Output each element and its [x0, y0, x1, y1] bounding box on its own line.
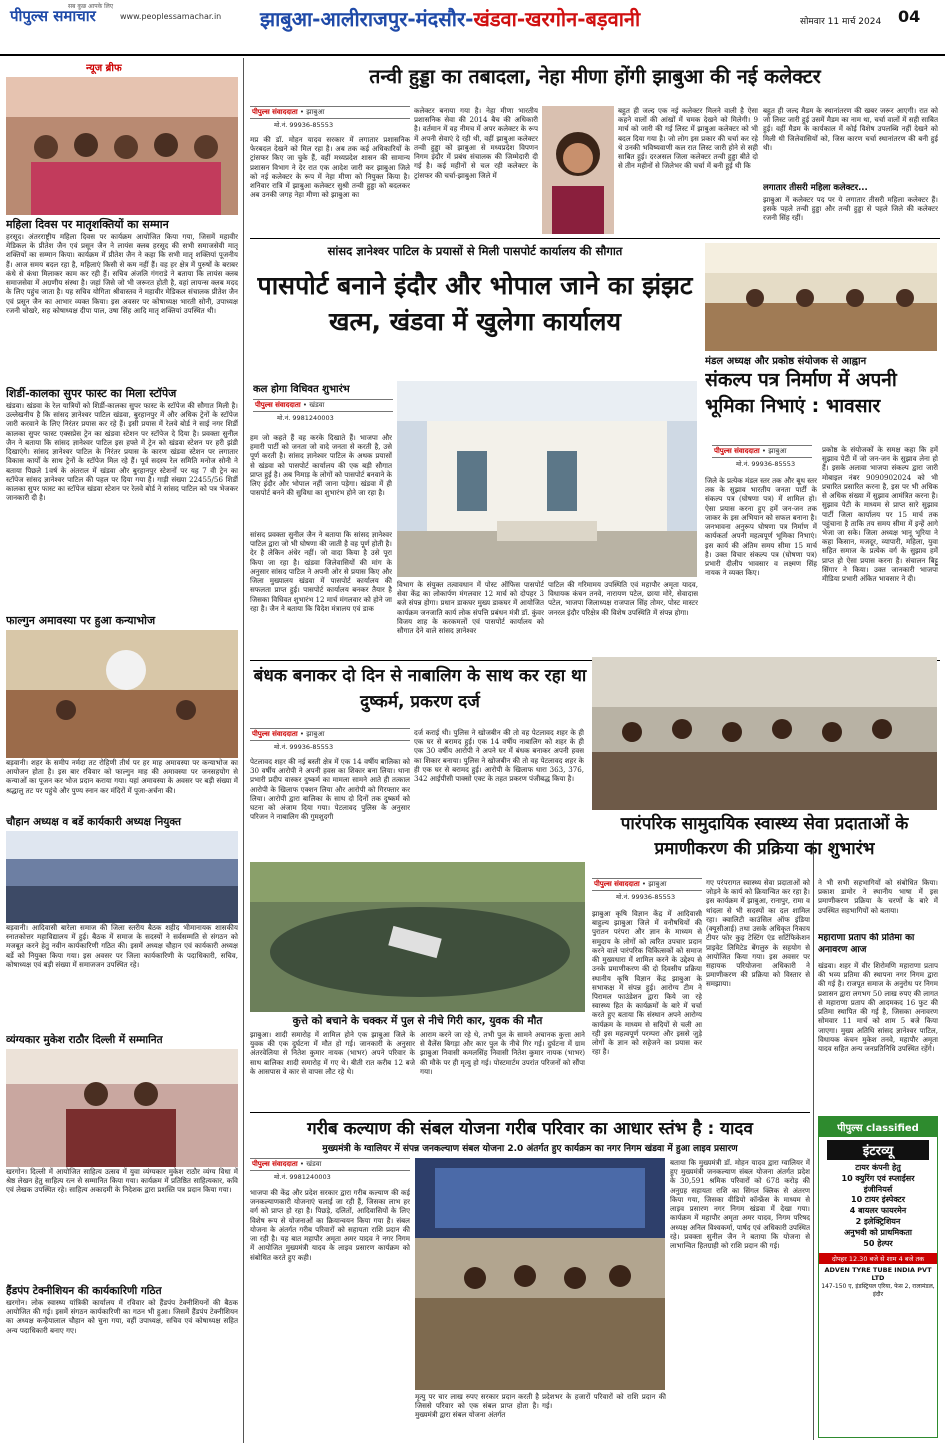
byline-mobile: मो.नं. 99936-85553 — [274, 121, 334, 129]
top-story-subhead: लगातार तीसरी महिला कलेक्टर... — [763, 183, 868, 193]
health-headline: पारंपरिक सामुदायिक स्वास्थ्य सेवा प्रदाताओं के प्रमाणीकरण की प्रक्रिया का शुभारंभ — [620, 814, 909, 859]
samaj-meeting-photo — [6, 831, 238, 923]
left-headline-4: चौहान अध्यक्ष व बर्डे कार्यकारी अध्यक्ष नियुक्त — [6, 816, 181, 828]
classified-line: 10 क्युरिंग एवं स्प्लाईसर — [841, 1173, 915, 1183]
pratap-body: खंडवा। शहर में वीर शिरोमणि महाराणा प्रताप की भव्य प्रतिमा की स्थापना नगर निगम द्वारा की गई है। राजपूत समाज के अनुरोध पर निगम प्रशासन द्वारा लगभग 50 लाख रुपए की लागत से महाराणा प्रताप की आदमकद 16 फुट की प्रतिमा स्थापित की गई है, जिसका अनावरण सोमवार 11 मार्च को शाम 5 बजे किया जाएगा। मुख्य अतिथि सांसद ज्ञानेश्वर पाटिल, विधायक कंचन मुकेश तनवे, महापौर अमृता यादव सहित अन्य जनप्रतिनिधि उपस्थित रहेंगे। — [818, 961, 938, 1053]
left-headline-2: शिर्डी-कालका सुपर फास्ट का मिला स्टॉपेज — [6, 387, 177, 400]
top-story-col4b: झाबुआ में कलेक्टर पद पर ये लगातार तीसरी महिला कलेक्टर हैं। इसके पहले तन्वी हुड्डा और तन्वी हुड्डा से पहले जिले की कलेक्टर रजनी सिंह रहीं। — [763, 195, 938, 223]
classified-line: 2 इलेक्ट्रिशियन — [855, 1216, 901, 1226]
health-col1: झाबुआ कृषि विज्ञान केंद्र में आदिवासी बाहुल्य झाबुआ जिले में वनौषधियों की पुरातन परंपरा और ज्ञान के माध्यम से समुदाय के लोगों को त्वरित उपचार प्रदान करने वाले पारंपरिक चिकित्सकों को समाज की मुख्यधारा में शामिल करने के उद्देश्य से उनके प्रमाणीकरण की दो दिवसीय प्रक्रिया स्थानीय कृषि विज्ञान केंद्र झाबुआ के सभाकक्ष में संपन्न हुई। आरोग्य टीम ने पिरामल फाउंडेशन द्वारा किये जा रहे स्वास्थ्य हित के कार्यक्रमों के बारे में चर्चा करते हुए बताया कि संस्थान अपने आरोग्य कार्यक्रम के माध्यम से सदियों से चली आ रही इस महत्वपूर्ण परम्परा और इससे जुड़े लोगों के ज्ञान को सहेजने का प्रयास कर रहा है। — [592, 909, 702, 1057]
passport-col1: हम जो कहते हैं वह करके दिखाते हैं। भाजपा और हमारी पार्टी को जनता जो वादे जनता से करती है, उसे पूर्ण करती है। सांसद ज्ञानेश्वर पाटिल के अथक प्रयासों से खंडवा को पासपोर्ट कार्यालय की एक बड़ी सौगात प्राप्त हुई है। अब निमाड़ के लोगों को पासपोर्ट बनवाने के लिए इंदौर और भोपाल नहीं जाना पड़ेगा। खंडवा में ही पासपोर्ट बनने की सुविधा का शुभारंभ होने जा रहा है। — [250, 433, 392, 498]
sankalp-kicker: मंडल अध्यक्ष और प्रकोष्ठ संयोजक से आह्वान — [705, 356, 867, 367]
crime-byline: पीपुल्स संवाददाता • झाबुआ मो.नं. 99936-85553 — [250, 728, 410, 751]
women-day-photo — [6, 77, 238, 215]
sankalp-col2: प्रकोष्ठ के संयोजकों के समक्ष कहा कि हमें सुझाव पेटी में जो जन-जन के सुझाव लेना हो हैं। इसके अलावा भाजपा संकल्प द्वारा जारी मोबाइल नंबर 9090902024 को भी प्रचारित प्रसारित करना है, इस पर भी अधिक से अधिक संख्या में सुझाव आमंत्रित करना है। सुझाव पेटी के माध्यम से प्राप्त सारे सुझाव पार्टी जिला कार्यालय पर 15 मार्च तक पहुंचाना है ताकि तय समय सीमा में इन्हें आगे भेजा जा सके। जिला अध्यक्ष भानू भूरिया ने कहा किसान, मजदूर, व्यापारी, महिला, युवा सहित समाज के प्रत्येक वर्ग के सुझाव हमें प्राप्त हो ऐसा प्रयास करना है। संचालन बिट्टू सिंगार ने किया। उक्त जानकारी भाजपा मीडिया प्रभारी अंकित भावसार ने दी। — [822, 445, 938, 584]
top-story-col3: बहुत ही जल्द एक नई कलेक्टर मिलने वाली है ऐसा कहने वालों की आंखों में चमक देखने को मिलेगी। 9 मार्च को जारी की गई लिस्ट में झाबुआ कलेक्टर को भी बदल दिया गया है। जो लोग इस प्रकार की चर्चा कर रहे थे उनकी भविष्यवाणी कल रात लिस्ट जारी होने से सही साबित हुई। दरअसल जिला कलेक्टर तन्वी हुड्डा बीते दो से तीन महीनों से जिलेभर की चर्चा में बनी हुई थी कि — [618, 106, 758, 171]
byline-name: पीपुल्स संवाददाता — [255, 401, 301, 409]
health-byline: पीपुल्स संवाददाता • झाबुआ मो.नं. 99936-85553 — [592, 878, 702, 901]
byline-name: पीपुल्स संवाददाता — [594, 880, 640, 888]
health-certification-photo — [592, 657, 937, 810]
byline-name: पीपुल्स संवाददाता — [252, 730, 298, 738]
classified-lines — [819, 1163, 937, 1249]
classified-line: 10 टायर इंस्पेक्टर — [851, 1195, 905, 1205]
byline-city: झाबुआ — [648, 880, 667, 888]
left-body-6: खरगोन। लोक स्वास्थ्य यांत्रिकी कार्यालय में रविवार को हैंडपंप टेक्नीशियनों की बैठक आयोजित की गई। इसमें संगठन कार्यकारिणी का गठन भी हुआ। जिसमें हैंडपंप टेक्नीशियन का अध्यक्ष कन्हैयालाल चौहान को चुना गया, वहीं उपाध्यक्ष, सचिव एवं कोषाध्यक्ष सहित अन्य पदाधिकारी बनाए गए। — [6, 1298, 238, 1335]
classified-company: ADVEN TYRE TUBE INDIA PVT LTD — [824, 1266, 932, 1283]
classified-line: टायर कंपनी हेतु — [855, 1163, 901, 1172]
passport-col2: विभाग के संयुक्त तत्वावधान में पोस्ट ऑफिस पासपोर्ट सेवा केंद्र का लोकार्पण मंगलवार 12 मार्च को दोपहर 3 बजे संपन्न होगा। प्रधान डाकघर मुख्य डाकघर में आयोजित कार्यक्रम जनजाति कार्य लोक संपत्ति प्रबंधन मंत्री डॉ. कुंवर विजय शाह के करकमलों एवं पासपोर्ट कार्यालय को सौगात देने वाले सांसद ज्ञानेश्वर — [397, 580, 544, 636]
sankalp-headline: संकल्प पत्र निर्माण में अपनी भूमिका निभाएं : भावसार — [705, 369, 897, 417]
passport-sub: कल होगा विधिवत शुभारंभ — [253, 384, 350, 395]
page-number: 04 — [898, 7, 921, 26]
top-story-col2: कलेक्टर बनाया गया है। नेहा मीणा भारतीय प्रशासनिक सेवा की 2014 बैच की अधिकारी है। वर्तमान में वह नीमच में अपर कलेक्टर के रूप में अपनी सेवाएं दे रही थी, वहीं झाबुआ कलेक्टर तन्वी हुड्डा को झाबुआ से मध्यप्रदेश विपणन निगम इंदौर में प्रबंध संचालक की जिम्मेदारी दी गई है। कई महीनों से चल रही कलेक्टर के ट्रांसफर की चर्चा-झाबुआ जिले में — [414, 106, 538, 180]
classified-title: पीपुल्स classified — [819, 1117, 937, 1137]
health-col2: गए परंपरागत स्वास्थ्य सेवा प्रदाताओं को जोड़ने के कार्य को क्रियान्वित कर रहा है। इस कार्यक्रम में झाबुआ, रानापुर, रामा व थांदला से भी सदस्यों का दल शामिल रहा। क्वालिटी काउंसिल ऑफ इंडिया (क्यूसीआई) तथा उसके अधिकृत निकाय टीयर फोर कुइ टेस्टिंग एंड सर्टिफिकेशन प्राइवेट लिमिटेड बेंगलुरु के सहयोग से आयोजित किया गया। इस अवसर पर सहायक परियोजना अधिकारी ने प्रमाणीकरण की प्रक्रिया को विस्तार से समझाया। — [706, 878, 810, 989]
classified-box[interactable] — [818, 1116, 938, 1438]
top-story-col4: बहुत ही जल्द मैडम के स्थानांतरण की खबर जरूर आएगी। रात को जो लिस्ट जारी हुई उसमें मैडम का नाम था, चर्चा वालों में सही साबित हुई। वहीं मैडम के कार्यकाल में कोई विशेष उपलब्धि नहीं देखने को मिली थी जिलेवासियों को, जिस कारण चर्चा स्थानांतरण की बनी हुई थी। — [763, 106, 938, 152]
sankalp-col1: जिले के प्रत्येक मंडल स्तर तक और बूथ स्तर तक के सुझाव भारतीय जनता पार्टी के संकल्प पत्र (घोषणा पत्र) में शामिल हो। ऐसा प्रयास करना हुए हमें जन-जन तक जाकर के इस अभियान को सफल बनाना है। जनभावना अनुरूप घोषणा पत्र निर्माण में कार्यकर्ता अपनी महत्वपूर्ण भूमिका निभाएं। इस कार्य की अंतिम समय सीमा 15 मार्च है। उक्त विचार संकल्प पत्र (घोषणा पत्र) प्रभारी दीलीप भावसार व लक्ष्मण सिंह नायक ने व्यक्त किए। — [705, 476, 817, 578]
left-body-5: खरगोन। दिल्ली में आयोजित साहित्य उत्सव में युवा व्यंग्यकार मुकेश राठौर व्यंग्य विधा में श्रेष्ठ लेखन हेतु साहित्य रत्न से सम्मानित किया गया। कार्यक्रम में प्रतिष्ठित साहित्यकार, कवि एवं लेखक उपस्थित रहे। साहित्य अकादमी के निदेशक द्वारा प्रशस्ति पत्र प्रदान किया गया। — [6, 1167, 238, 1195]
garib-col1: भाजपा की केंद्र और प्रदेश सरकार द्वारा गरीब कल्याण की कई जनकल्याणकारी योजनाएं चलाई जा रही हैं, जिसका लाभ हर वर्ग को प्राप्त हो रहा है। पिछड़े, दलितों, आदिवासियों के लिए विशेष रूप से योजनाओं का क्रियान्वयन किया गया है। संबल योजना के अंतर्गत गरीब परिवारों को सहायता राशि प्रदान की जा रही है। यह बात महापौर अमृता अमर यादव ने नगर निगम में आयोजित मुख्यमंत्री यादव के लाइव प्रसारण कार्यक्रम को संबोधित करते हुए कही। — [250, 1188, 410, 1262]
byline-mobile: मो.नं. 99936-85553 — [274, 743, 334, 751]
top-story-col1: मप्र की डॉ. मोहन यादव सरकार में लगातार प्रशासनिक फेरबदल देखने को मिल रहा है। अब तक कई अधिकारियों के ट्रांसफर किए जा चुके हैं, वहीं मध्यप्रदेश शासन की सामान्य प्रशासन विभाग ने देर रात एक आदेश जारी कर झाबुआ जिले को नई कलेक्टर के रूप में नेहा मीणा को नियुक्त किया है। शनिवार रात्रि में झाबुआ कलेक्टर सुश्री तन्वी हुड्डा को बदलकर अब उनकी जगह नेहा मीणा को झाबुआ का — [250, 135, 410, 200]
classified-line: 4 बायलर फायरमेन — [849, 1206, 907, 1216]
classified-time: दोपहर 12.30 बजे से शाम 4 बजे तक — [819, 1253, 937, 1264]
left-body-4: बड़वानी। आदिवासी बारेला समाज की जिला स्तरीय बैठक शहीद भीमानायक शासकीय स्नातकोत्तर महाविद्यालय में हुई। बैठक में समाज के सदस्यों ने सर्वसम्मति से संगठन को मजबूत करने हेतु नवीन कार्यकारिणी गठित की। इसमें अध्यक्ष चौहान एवं कार्यकारी अध्यक्ष बर्डे को नियुक्त किया गया। इस अवसर पर जिला कार्यकारिणी के पदाधिकारी, सचिव, कोषाध्यक्ष एवं बड़ी संख्या में समाजजन उपस्थित रहे। — [6, 923, 238, 969]
garib-headline: गरीब कल्याण की संबल योजना गरीब परिवार का आधार स्तंभ है : यादव — [307, 1119, 753, 1139]
passport-byline: पीपुल्स संवाददाता • खंडवा मो.नं. 9981240003 — [253, 399, 393, 422]
left-column — [6, 60, 238, 1440]
byline-city: झाबुआ — [768, 447, 787, 455]
byline-city: खंडवा — [306, 1160, 322, 1168]
left-body-3: बड़वानी। शहर के समीप नर्मदा तट रोहिणी तीर्थ पर हर माह अमावस्या पर कन्याभोज का आयोजन होता है। इस बार रविवार को फाल्गुन माह की अमावस्या पर जनसहयोग से कन्याओं का पूजन कर भोज प्रदान कराया गया। यहां अमावस्या के अवसर पर बड़ी संख्या में श्रद्धालु तट पर पहुंचे और पुण्य स्नान कर मंदिरों में पूजा-अर्चना की। — [6, 758, 238, 795]
collector-photo — [542, 106, 614, 234]
garib-subheadline: मुख्यमंत्री के ग्वालियर में संपन्न जनकल्याण संबल योजना 2.0 अंतर्गत हुए कार्यक्रम का नगर निगम खंडवा में हुआ लाइव प्रसारण — [322, 1144, 738, 1154]
passport-headline: पासपोर्ट बनाने इंदौर और भोपाल जाने का झंझट खत्म, खंडवा में खुलेगा कार्यालय — [257, 271, 693, 337]
car-accident-photo — [250, 862, 585, 1012]
byline-mobile: मो.नं. 99936-85553 — [616, 893, 676, 901]
classified-address: 147-150 ए, इंडस्ट्रियल एरिया, फेस 2, रालामंडल, इंदौर — [821, 1283, 935, 1299]
left-body-1: हरसूद। अंतरराष्ट्रीय महिला दिवस पर कार्यक्रम आयोजित किया गया, जिसमें महावीर मेडिकल के प्रीतेश जैन एवं प्रसून जैन ने लायंस क्लब हरसूद की सभी समाजसेवी मातृ शक्तियों का सम्मान किया। कार्यक्रम में प्रीतेश जैन ने कहा कि सभी मातृ शक्तियां पूजनीय हैं। आज समय बदल रहा है, महिलाएं किसी से कम नहीं हैं। वह हर क्षेत्र में पुरुषों के बराबर कंधे से कंधा मिलाकर काम कर रही हैं। सचिव अंजलि गंगराडे ने बताया कि लायंस क्लब समाजसेवा में अग्रणीय संस्था है। जहां जिसे जो भी जरूरत होती है, वहां लायन्स क्लब मदद के लिए पहुंच जाता है। यह सचिव योगिता श्रीवास्तव ने महावीर मेडिकल संचालक प्रीतेश जैन एवं प्रसून जैन का आभार व्यक्त किया। इस अवसर पर कोषाध्यक्ष भारती सोनी, उपाध्यक्ष रजनी चोखरे, सह कोषाध्यक्ष दीपा पाल, उषा सिंह आदि मातृ शक्तियां उपस्थित थी। — [6, 232, 238, 315]
passport-office-photo — [397, 381, 697, 577]
drown-col1: झाबुआ। शादी समारोह में शामिल होने एक झाबुआ जिले के युवक की एक दुर्घटना में मौत हो गई। जानकारी के अनुसार अंतरवेलिया से नितेश कुमार नायक (भाभर) अपने परिवार के साथ बालिका शादी समारोह में गए थे। बीती रात करीब 12 बजे के आसपास वे कार से वापस लौट रहे थे। — [250, 1030, 415, 1076]
garib-byline: पीपुल्स संवाददाता • खंडवा मो.नं. 9981240003 — [250, 1158, 410, 1181]
top-story-byline: पीपुल्स संवाददाता • झाबुआ मो.नं. 99936-85553 — [250, 106, 410, 129]
byline-name: पीपुल्स संवाददाता — [252, 1160, 298, 1168]
region-title — [260, 5, 640, 32]
divider — [250, 238, 940, 239]
region-title-part2: खंडवा-खरगोन-बड़वानी — [473, 7, 641, 31]
passport-col3: पाटिल की गरिमामय उपस्थिति एवं महापौर अमृता यादव, विधायक कंचन तनवे, नारायण पटेल, छाया मोरे, सेवादास पटेल, भाजपा जिलाध्यक्ष राजपाल सिंह तोमर, पोस्ट मास्टर जनरल इंदौर परिक्षेत्र की विशेष उपस्थिति में संपन्न होगा। — [548, 580, 698, 617]
drown-caption: कुत्ते को बचाने के चक्कर में पुल से नीचे गिरी कार, युवक की मौत — [292, 1015, 543, 1027]
sankalp-byline: पीपुल्स संवाददाता • झाबुआ मो.नं. 99936-85553 — [712, 445, 812, 468]
garib-event-photo — [415, 1158, 665, 1390]
crime-col2: दर्ज कराई थी। पुलिस ने खोजबीन की तो वह पेटलावद शहर के ही एक घर से बरामद हुई। एक 14 वर्षीय नाबालिग को शहर के ही एक 30 वर्षीय आरोपी ने अपने घर में बंधक बनाकर अपनी हवस का शिकार बनाया। पुलिस ने खोजबीन की तो वह पेटलावद शहर के ही एक घर से बरामद हुई। आरोपी के खिलाफ धारा 363, 376, 342 आईपीसी पाक्सो एक्ट के तहत प्रकरण पंजीबद्ध किया है। — [414, 728, 584, 784]
byline-city: झाबुआ — [306, 730, 325, 738]
top-story-headline: तन्वी हुड्डा का तबादला, नेहा मीणा होंगी झाबुआ की नई कलेक्टर — [369, 65, 821, 88]
left-headline-1: महिला दिवस पर मातृशक्तियों का सम्मान — [6, 218, 169, 231]
byline-name: पीपुल्स संवाददाता — [252, 108, 298, 116]
byline-mobile: मो.नं. 99936-85553 — [736, 460, 796, 468]
award-photo — [6, 1049, 238, 1167]
left-headline-3: फाल्गुन अमावस्या पर हुआ कन्याभोज — [6, 614, 156, 627]
passport-col1b: सांसद प्रवक्ता सुनील जैन ने बताया कि सांसद ज्ञानेश्वर पाटिल द्वारा जो भी घोषणा की जाती है वह पूर्ण होती है। देर है लेकिन अंधेर नहीं। जो वादा किया है उसे पूरा किया जा रहा है। खंडवा जिलेवासियों की मांग के अनुसार सांसद पाटिल ने अपनी ओर से प्रयास किए और जिला मुख्यालय खंडवा में पासपोर्ट कार्यालय की सफलता प्राप्त हुई। पासपोर्ट कार्यालय बनकर तैयार है जिसका विधिवत शुभारंभ 12 मार्च मंगलवार को होने जा रहा है। जैन ने बताया कि विदेश मंत्रालय एवं डाक — [250, 530, 392, 613]
passport-kicker: सांसद ज्ञानेश्वर पाटिल के प्रयासों से मिली पासपोर्ट कार्यालय की सौगात — [327, 244, 623, 258]
date: सोमवार 11 मार्च 2024 — [800, 17, 882, 27]
left-headline-6: हैंडपंप टेक्नीशियन की कार्यकारिणी गठित — [6, 1285, 162, 1297]
region-title-part1: झाबुआ-आलीराजपुर-मंदसौर- — [260, 7, 474, 31]
garib-col4: बताया कि मुख्यमंत्री डॉ. मोहन यादव द्वारा ग्वालियर में हुए मुख्यमंत्री जनकल्याण संबल योजना अंतर्गत प्रदेश के 30,591 श्रमिक परिवारों को 678 करोड़ की अनुग्रह सहायता राशि का सिंगल क्लिक से अंतरण किया गया, जिसका वीडियो कॉन्फ्रेंस के माध्यम से लाइव प्रसारण नगर निगम खंडवा में देखा गया। कार्यक्रम में महापौर अमृता अमर यादव, निगम परिषद अध्यक्ष अनिल विश्वकर्मा, पार्षद एवं अधिकारी उपस्थित रहे। प्रवक्ता सुनील जैन ने बताया कि योजना से लाभान्वित हितग्राही को राशि प्रदान की गई। — [670, 1158, 810, 1250]
classified-line: अनुभवी को प्राथमिकता — [844, 1227, 912, 1237]
byline-city: खंडवा — [309, 401, 325, 409]
website[interactable]: www.peoplessamachar.in — [120, 12, 222, 21]
logo-text: पीपुल्स समाचार — [10, 7, 96, 25]
drown-col2: आराम करने जा रहे थे, तभी पुल के सामने अचानक कुत्ता आने से वैलेंस बिगड़ा और कार पुल के नीचे गिर गई। दुर्घटना में ग्राम झाबुआ निवासी कमलसिंह निवासी नितेश कुमार नायक (भाभर) की मौके पर ही मृत्यु हो गई। पोस्टमार्टम उपरांत परिजनों को सौंपा गया। — [420, 1030, 585, 1076]
health-col3: ने भी सभी सहभागियों को संबोधित किया। प्रकाश डामोर ने स्थानीय भाषा में इस प्रमाणीकरण प्रक्रिया के चरणों के बारे में उपस्थित सहभागियों को बताया। — [818, 878, 938, 915]
byline-mobile: मो.नं. 9981240003 — [277, 414, 334, 422]
classified-line: इंजीनियर्स — [863, 1184, 893, 1194]
byline-mobile: मो.नं. 9981240003 — [274, 1173, 331, 1181]
column-divider — [243, 58, 244, 1443]
pratap-headline: महाराणा प्रताप की प्रतिमा का अनावरण आज — [818, 933, 915, 955]
column-divider — [813, 840, 814, 1440]
left-body-2: खंडवा। खंडवा के रेल यात्रियों को शिर्डी-कालका सुपर फास्ट के स्टॉपेज की सौगात मिली है। उल्लेखनीय है कि सांसद ज्ञानेश्वर पाटिल खंडवा, बुरहानपुर में और अधिक ट्रेनों के स्टॉपेज जारी करवाने के लिए निरंतर प्रयास कर रहे हैं। इसी प्रयास में रेलवे बोर्ड ने साई नगर शिर्डी कालका सुपर फास्ट एक्सप्रेस ट्रेन का खंडवा स्टेशन पर स्टॉपेज दे दिया है। प्रवक्ता सुनील जैन ने बताया कि सांसद ज्ञानेश्वर पाटिल इस हफ्ते में ट्रेन को खंडवा स्टेशन पर हरी झंडी दिखाएंगे। सांसद ज्ञानेश्वर पाटिल के निरंतर प्रयास के कारण खंडवा स्टेशन पर लगातार विकास कार्यों के साथ ट्रेनों के स्टॉपेज मिल रहे हैं। पूर्व सदस्य रेल समिति मनोज सोनी ने बताया पिछले 1वर्ष के अंतराल में खंडवा और बुरहानपुर स्टेशनों पर यह 7 वी ट्रेन का स्टॉपेज सांसद ज्ञानेश्वर पाटिल की पहल पर दिया गया है। गाड़ी संख्या 22455/56 शिर्डी कालका सुपर फास्ट का स्टॉपेज खंडवा स्टेशन पर रेलवे बोर्ड ने सांसद पाटिल को पत्र भेजकर जानकारी दी है। — [6, 401, 238, 503]
divider — [250, 1112, 810, 1113]
masthead — [0, 0, 945, 56]
kanyabhoj-photo — [6, 630, 238, 758]
left-headline-5: व्यंग्यकार मुकेश राठौर दिल्ली में सम्मानित — [6, 1034, 163, 1046]
garib-col2: मृत्यु पर चार लाख रुपए सरकार प्रदान करती है जिससे परिवार को एक संबल प्राप्त होता है। मुख्यमंत्री द्वारा संबल योजना अंतर्गत — [415, 1392, 539, 1420]
bjp-meeting-photo — [705, 243, 937, 351]
news-brief-label: न्यूज ब्रीफ — [86, 60, 238, 74]
crime-headline: बंधक बनाकर दो दिन से नाबालिग के साथ कर रहा था दुष्कर्म, प्रकरण दर्ज — [253, 666, 587, 712]
byline-name: पीपुल्स संवाददाता — [714, 447, 760, 455]
garib-col3: प्रदेशभर के हजारों परिवारों को राशि प्रदान की गई। — [542, 1392, 666, 1411]
crime-col1: पेटलावद शहर की नई बस्ती क्षेत्र में एक 14 वर्षीय बालिका को 30 वर्षीय आरोपी ने अपनी हवस का शिकार बना लिया। थाना प्रभारी प्रदीप वास्कर दुष्कर्म का मामला सामने आते ही तत्काल आरोपी के खिलाफ एक्शन लिया और आरोपी को गिरफ्तार कर लिया। आरोपी द्वारा बालिका के साथ दो दिनों तक दुष्कर्म को घटना को अंजाम दिया गया। पेटलावद पुलिस के अनुसार परिजन ने नाबालिग की गुमशुदगी — [250, 757, 410, 822]
logo-tagline: सब कुछ आपके लिए — [68, 3, 114, 10]
classified-line: 50 हेल्पर — [863, 1238, 893, 1248]
byline-city: झाबुआ — [306, 108, 325, 116]
classified-heading: इंटरव्यू — [827, 1140, 929, 1160]
logo — [10, 3, 114, 26]
